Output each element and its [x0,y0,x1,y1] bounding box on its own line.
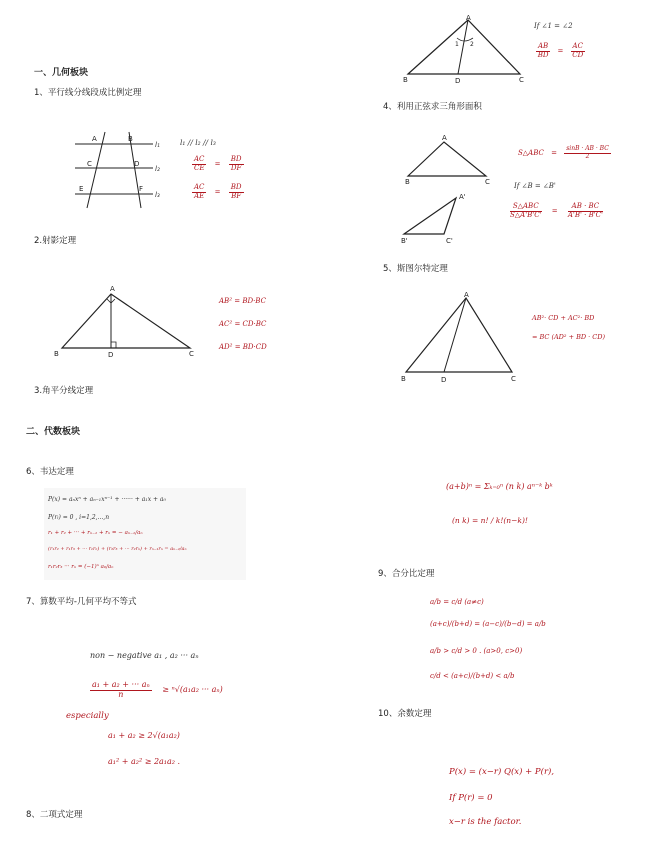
sine-area-condition: If ∠B = ∠B' [514,182,556,190]
amgm-inequality: $\frac{\text{a₁ + a₂ + ··· aₙ}}{n}$ ≥ ⁿ√(a₁a₂ ··· aₙ) [92,680,223,699]
label-a: A [464,291,469,299]
line-l1: l₁ [155,141,160,149]
amgm-two-terms: a₁ + a₂ ≥ 2√(a₁a₂) [108,731,180,740]
item-7-title: 7、算数平均-几何平均不等式 [26,597,137,607]
item-9-title: 9、合分比定理 [378,569,435,579]
label-c: C [511,375,516,383]
item-8-title: 8、二项式定理 [26,810,83,820]
label-b-prime: B' [401,237,408,245]
remainder-line-1: P(x) = (x−r) Q(x) + P(r), [449,767,555,777]
line-l3: l₃ [155,191,160,199]
parallel-condition: l₁ // l₂ // l₃ [180,138,216,147]
figure-stewart [398,290,518,384]
stewart-formula-2: = BC (AD² + BD · CD) [532,333,605,341]
figure-parallel-lines [75,128,175,210]
amgm-squares: a₁² + a₂² ≥ 2a₁a₂ . [108,757,181,766]
label-f: F [139,185,144,193]
item-6-title: 6、韦达定理 [26,467,74,477]
remainder-line-3: x−r is the factor. [449,817,522,827]
label-b: B [403,76,408,84]
item-10-title: 10、余数定理 [378,709,432,719]
vieta-formulas: P(x) = aₙxⁿ + aₙ₋₁xⁿ⁻¹ + ······ + a₁x + a₀ P(rᵢ) = 0 , i=1,2,...,n r₁ + r₂ + ··· + rₙ₋₁ + rₙ = − aₙ₋₁/aₙ (r₁r₂ + r₁r₃ + ··· r₁rₙ) + (r₂r₃ + ··· r₂rₙ) + rₙ₋₁rₙ = aₙ₋₂/aₙ r₁r₂r₃ ··· rₙ = (−1)ⁿ a₀/aₙ [44,488,246,580]
label-a: A [466,14,471,22]
sine-area-formula: S△ABC = $\frac{\sin B \cdot AB \cdot BC}{2}$ [518,145,609,160]
label-c-prime: C' [446,237,453,245]
angle-2: 2 [470,41,474,48]
label-b: B [401,375,406,383]
label-e: E [79,185,84,193]
ratio-formula-2: $\frac{AC}{AE}$ = $\frac{BD}{BF}$ [194,183,242,200]
label-c: C [87,160,92,168]
label-a: A [442,134,447,142]
angle-1: 1 [455,41,459,48]
label-a: A [110,285,115,293]
item-3-title: 3.角平分线定理 [34,386,94,396]
remainder-line-2: If P(r) = 0 [449,793,493,803]
label-b: B [128,135,133,143]
label-b: B [405,178,410,186]
ratio-formula-1: $\frac{AC}{CE}$ = $\frac{BD}{DF}$ [193,155,242,172]
item-5-title: 5、斯图尔特定理 [383,264,448,274]
projection-formula-2: AC² = CD·BC [219,320,267,328]
stewart-formula-1: AB²· CD + AC²· BD [532,314,595,322]
item-4-title: 4、利用正弦求三角形面积 [383,102,482,112]
figure-angle-bisector [400,12,530,84]
section-geometry: 一、几何板块 [34,68,89,78]
ratio-line-3: a/b > c/d > 0 . (a>0, c>0) [430,647,523,655]
section-algebra: 二、代数板块 [26,427,81,437]
projection-formula-1: AB² = BD·BC [219,297,266,305]
amgm-condition: non − negative a₁ , a₂ ··· aₙ [90,651,199,660]
label-d: D [441,376,447,384]
figure-projection [52,282,202,360]
figure-sine-area [398,130,498,246]
item-2-title: 2.射影定理 [34,236,77,246]
label-b: B [54,350,59,358]
label-d: D [134,160,140,168]
label-c: C [485,178,490,186]
especially-label: especially [66,711,109,721]
sine-area-ratio: $\frac{\text{S△ABC}}{S\triangle A'B'C'}$ = $\frac{AB \cdot BC}{A'B' \cdot B'C'}$ [510,202,603,219]
label-a: A [92,135,97,143]
line-l2: l₂ [155,165,160,173]
bisector-condition: If ∠1 = ∠2 [534,22,573,30]
item-1-title: 1、平行线分线段成比例定理 [34,88,142,98]
label-c: C [189,350,194,358]
label-c: C [519,76,524,84]
ratio-line-4: c/d < (a+c)/(b+d) < a/b [430,672,515,680]
binomial-formula: (a+b)ⁿ = Σₖ₌₀ⁿ (n k) aⁿ⁻ᵏ bᵏ [446,482,553,491]
label-a-prime: A' [459,193,466,201]
label-d: D [108,351,114,359]
label-d: D [455,77,461,84]
bisector-ratio: $\frac{AB}{BD}$ = $\frac{AC}{CD}$ [537,42,584,59]
binomial-coefficient: (n k) = n! / k!(n−k)! [452,516,528,525]
projection-formula-3: AD² = BD·CD [219,343,267,351]
ratio-line-1: a/b = c/d (a≠c) [430,598,484,606]
ratio-line-2: (a+c)/(b+d) = (a−c)/(b−d) = a/b [430,620,546,628]
